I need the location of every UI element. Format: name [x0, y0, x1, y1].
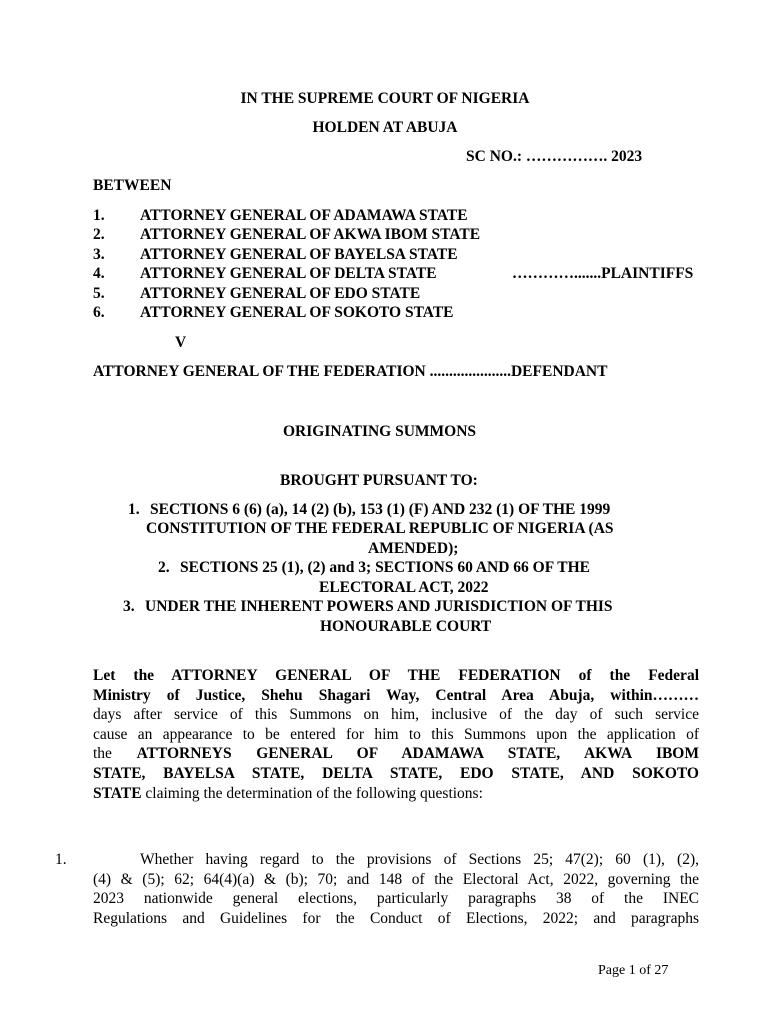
plaintiffs-label: ………….......PLAINTIFFS [512, 265, 694, 282]
holden-heading: HOLDEN AT ABUJA [312, 119, 458, 136]
plaintiff-number: 5. [93, 285, 105, 302]
paragraph-line: 2023 nationwide general elections, particularly paragraphs 38 of the INEC [93, 890, 699, 908]
plaintiff-name: ATTORNEY GENERAL OF ADAMAWA STATE [140, 207, 468, 224]
case-number: SC NO.: ……………. 2023 [466, 148, 643, 165]
paragraph-line [93, 784, 699, 804]
page-number: Page 1 of 27 [598, 963, 669, 978]
paragraph-line: Let the ATTORNEY GENERAL OF THE FEDERATION of the Federal [93, 667, 699, 684]
paragraph-line: Ministry of Justice, Shehu Shagari Way, Central Area Abuja, within……… [93, 686, 699, 704]
plaintiff-name: ATTORNEY GENERAL OF SOKOTO STATE [140, 304, 454, 321]
pursuant-text-line: UNDER THE INHERENT POWERS AND JURISDICTION OF THIS [145, 598, 613, 615]
plaintiff-names-bold: ATTORNEYS GENERAL OF ADAMAWA STATE, AKWA IBOM [136, 745, 699, 763]
pursuant-text-line: AMENDED); [368, 540, 459, 557]
question-paragraph [93, 850, 699, 928]
pursuant-text-line: CONSTITUTION OF THE FEDERAL REPUBLIC OF NIGERIA (AS [146, 520, 614, 537]
paragraph-line: STATE, BAYELSA STATE, DELTA STATE, EDO STATE, AND SOKOTO [93, 764, 699, 782]
paragraph-line: Whether having regard to the provisions of Sections 25; 47(2); 60 (1), (2), [140, 851, 699, 868]
plaintiff-name: ATTORNEY GENERAL OF BAYELSA STATE [140, 246, 458, 263]
plaintiff-number: 2. [93, 226, 105, 243]
paragraph-text: the [93, 745, 137, 763]
pursuant-number: 2. [158, 559, 170, 576]
summons-paragraph [93, 666, 699, 803]
paragraph-line: (4) & (5); 62; 64(4)(a) & (b); 70; and 148 of the Electoral Act, 2022, governing the [93, 870, 699, 888]
plaintiff-number: 1. [93, 207, 105, 224]
plaintiff-number: 3. [93, 246, 105, 263]
defendant-line: ATTORNEY GENERAL OF THE FEDERATION .....................DEFENDANT [93, 363, 608, 380]
document-title: ORIGINATING SUMMONS [283, 423, 477, 440]
pursuant-text-line: SECTIONS 25 (1), (2) and 3; SECTIONS 60 AND 66 OF THE [180, 559, 590, 576]
between-label: BETWEEN [93, 177, 172, 194]
pursuant-text-line: ELECTORAL ACT, 2022 [319, 579, 489, 596]
paragraph-line: days after service of this Summons on him, inclusive of the day of such service [93, 706, 699, 724]
pursuant-text-line: HONOURABLE COURT [320, 618, 492, 635]
pursuant-text-line: SECTIONS 6 (6) (a), 14 (2) (b), 153 (1) (F) AND 232 (1) OF THE 1999 [150, 501, 611, 518]
plaintiff-number: 4. [93, 265, 105, 282]
plaintiff-name: ATTORNEY GENERAL OF EDO STATE [140, 285, 421, 302]
paragraph-line: Regulations and Guidelines for the Conduct of Elections, 2022; and paragraphs [93, 909, 699, 927]
pursuant-number: 3. [123, 598, 135, 615]
plaintiff-name: ATTORNEY GENERAL OF AKWA IBOM STATE [140, 226, 481, 243]
paragraph-text: claiming the determination of the following questions: [141, 784, 483, 802]
paragraph-line: cause an appearance to be entered for him to this Summons upon the application of [93, 725, 699, 743]
court-heading: IN THE SUPREME COURT OF NIGERIA [240, 90, 530, 107]
plaintiff-name: ATTORNEY GENERAL OF DELTA STATE [140, 265, 437, 282]
pursuant-number: 1. [128, 501, 140, 518]
paragraph-line [93, 744, 699, 764]
brought-pursuant-heading: BROUGHT PURSUANT TO: [280, 472, 478, 489]
versus-label: V [175, 334, 187, 351]
question-number: 1. [55, 851, 67, 868]
plaintiff-number: 6. [93, 304, 105, 321]
paragraph-bold-text: STATE [93, 784, 142, 802]
